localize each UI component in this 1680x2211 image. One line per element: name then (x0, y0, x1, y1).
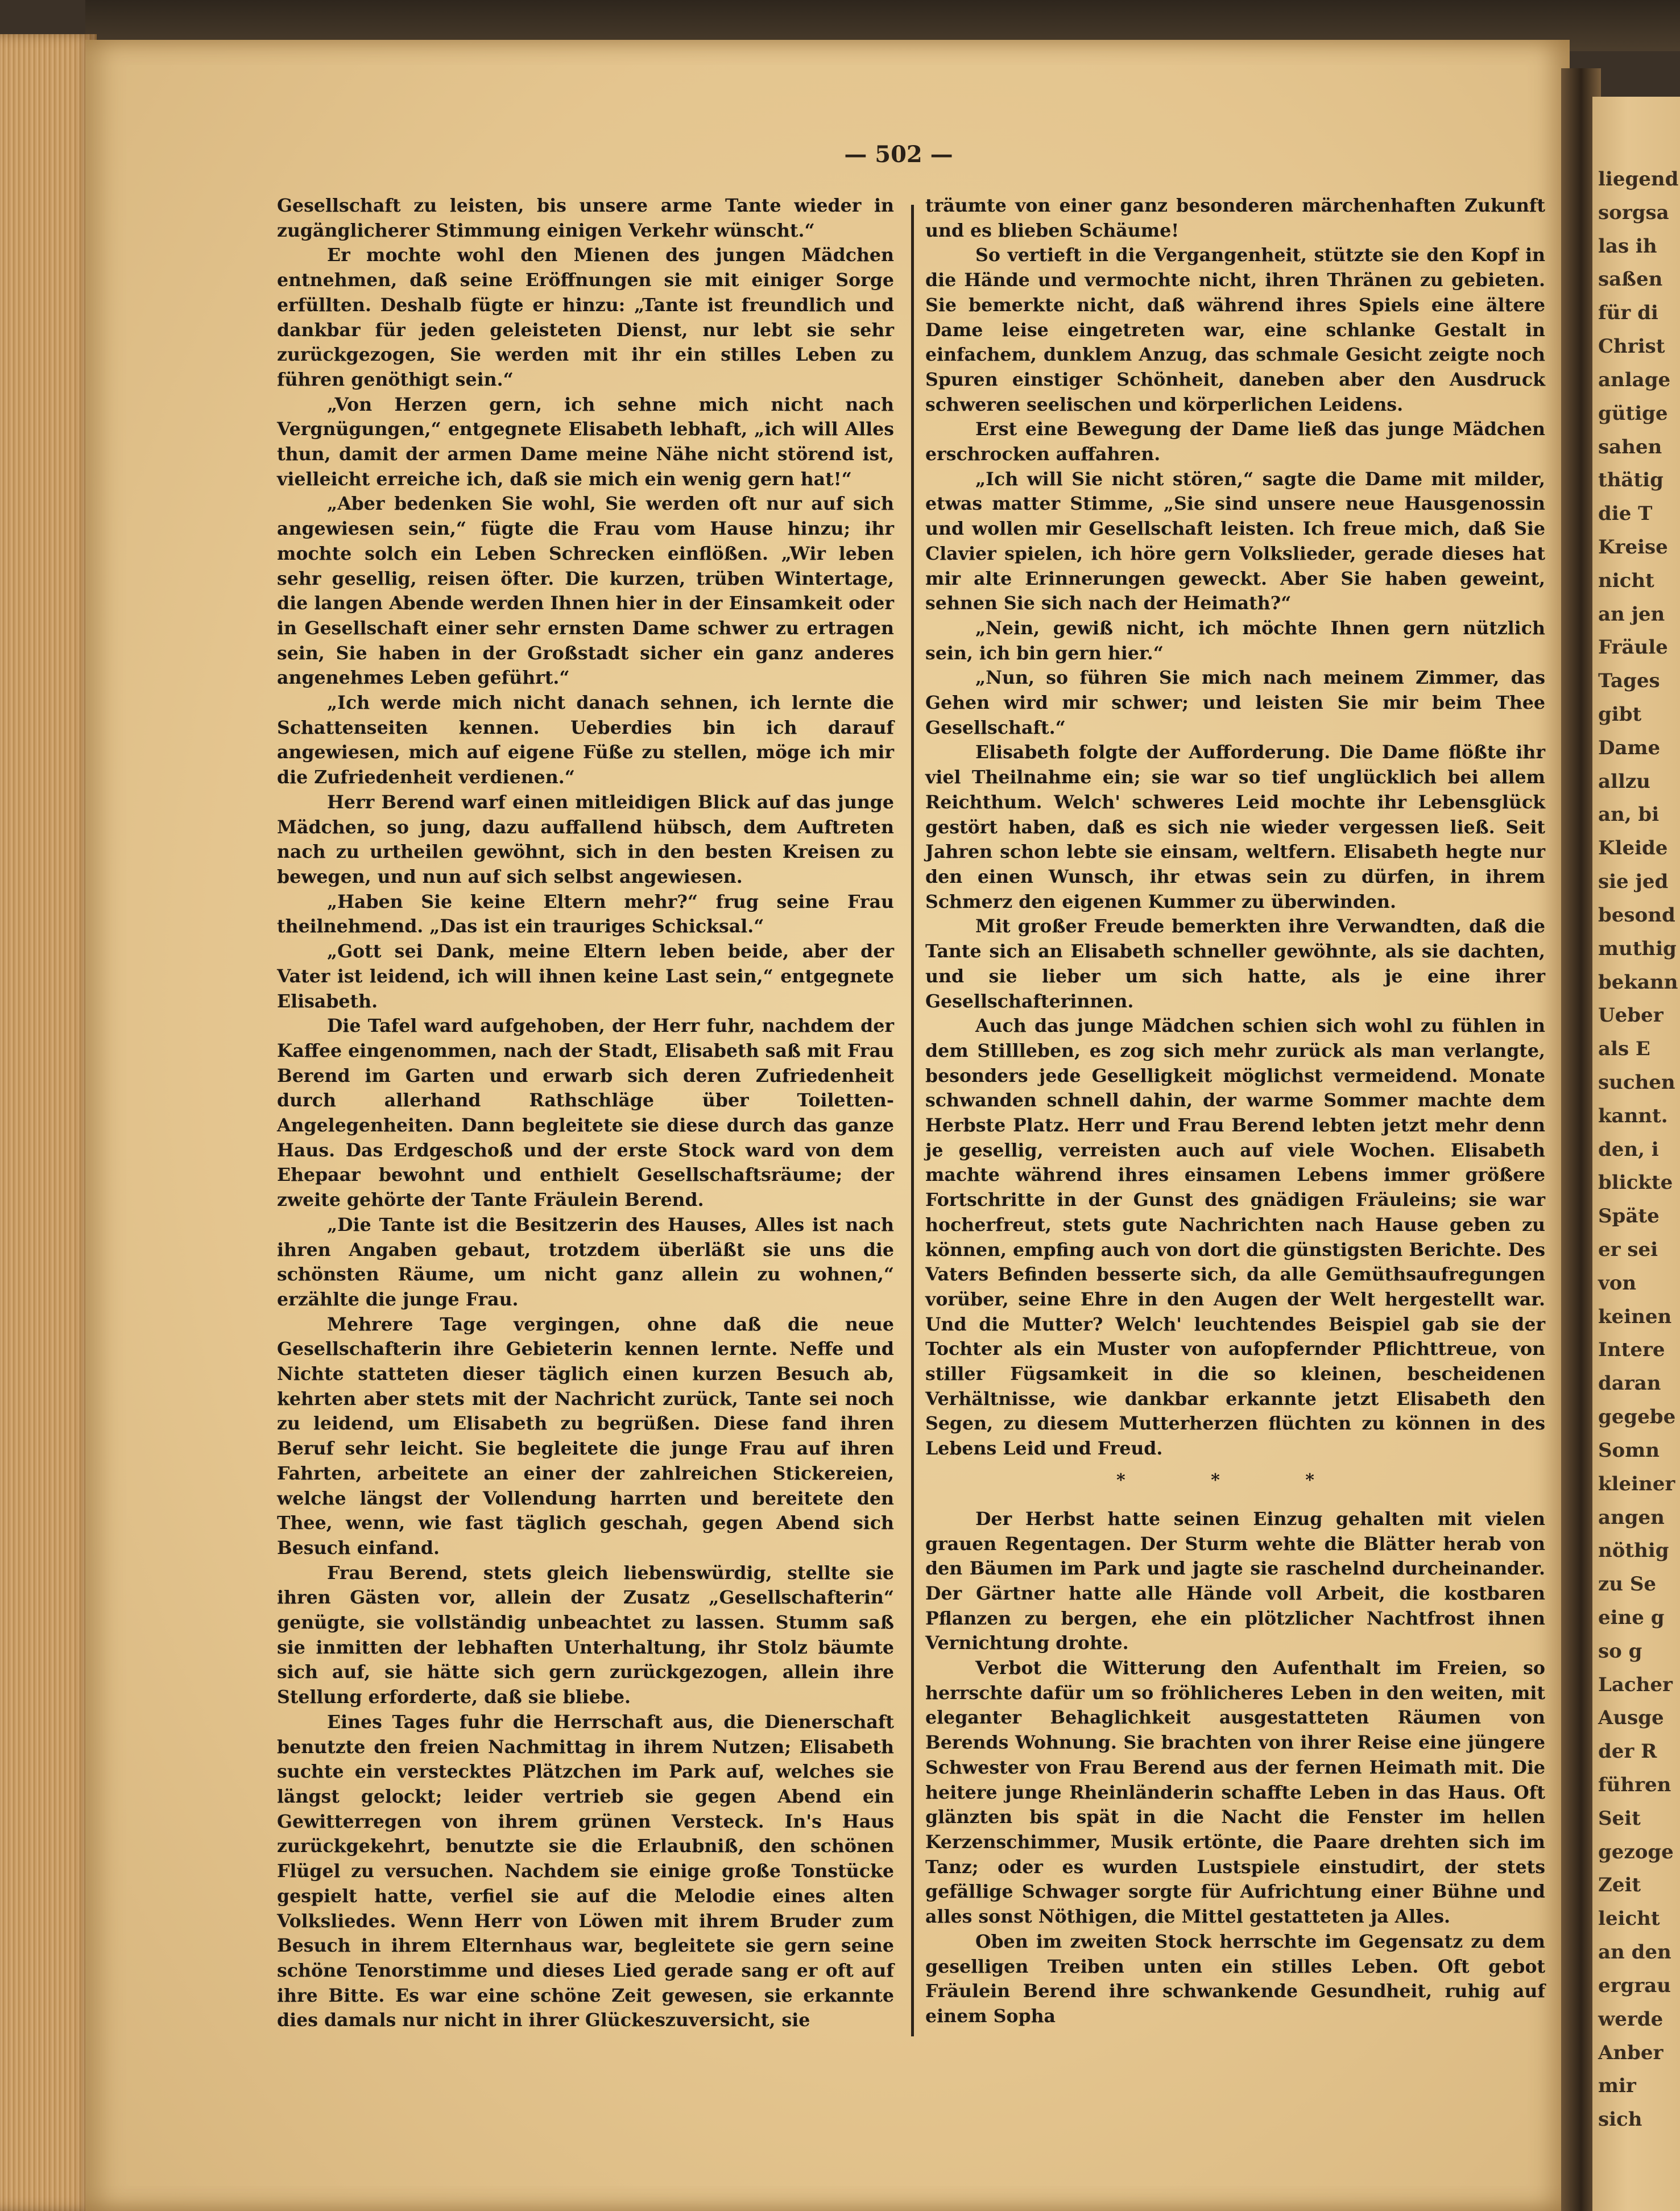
facing-page-word: liegend (1598, 168, 1679, 191)
facing-page-word: Ueber (1598, 1004, 1664, 1027)
paragraph: Herr Berend warf einen mitleidigen Blick auf das junge Mädchen, so jung, dazu auffallend hübsch, dem Auftreten nach zu urtheilen gewöhnt, sich in den besten Kreisen zu bewegen, und nun auf sich selbst angewiesen. (277, 791, 894, 887)
facing-page-word: als E (1598, 1038, 1650, 1061)
facing-page-word: zu Se (1598, 1573, 1657, 1596)
facing-page-word: gibt (1598, 703, 1642, 726)
facing-page-word: Tages (1598, 670, 1660, 693)
facing-page-word: eine g (1598, 1606, 1665, 1629)
facing-page-word: saßen (1598, 268, 1663, 291)
facing-page-word: Lacher (1598, 1673, 1673, 1696)
facing-page-word: nöthig (1598, 1539, 1669, 1563)
facing-page-word: angen (1598, 1506, 1665, 1529)
paragraph: „Von Herzen gern, ich sehne mich nicht nach Vergnügungen,“ entgegnete Elisabeth lebhaft, „ich will Alles thun, damit der armen Dame meine Nähe nicht störend ist, vielleicht erreiche ich, daß sie mich ein wenig gern hat!“ (277, 394, 894, 490)
paragraph: „Die Tante ist die Besitzerin des Hauses, Alles ist nach ihren Angaben gebaut, trotzdem überläßt sie uns die schönsten Räume, um nicht ganz allein zu wohnen,“ erzählte die junge Frau. (277, 1214, 894, 1310)
facing-page-word: an den (1598, 1941, 1671, 1964)
facing-page-word: sahen (1598, 435, 1662, 458)
paragraph: „Nein, gewiß nicht, ich möchte Ihnen gern nützlich sein, ich bin gern hier.“ (925, 617, 1545, 664)
text-column-left (277, 193, 894, 2033)
facing-page-word: blickte (1598, 1171, 1673, 1195)
facing-page-word: so g (1598, 1639, 1642, 1663)
paragraph: Er mochte wohl den Mienen des jungen Mädchen entnehmen, daß seine Eröffnungen sie mit einiger Sorge erfüllten. Deshalb fügte er hinzu: „Tante ist freundlich und dankbar für jeden geleisteten Dienst, nur lebt sie sehr zurückgezogen, Sie werden mit ihr ein stilles Leben zu führen genöthigt sein.“ (277, 245, 894, 390)
facing-page-word: von (1598, 1271, 1637, 1295)
paragraph: Erst eine Bewegung der Dame ließ das junge Mädchen erschrocken auffahren. (925, 419, 1545, 465)
facing-page-word: Späte (1598, 1205, 1660, 1228)
facing-page-word: keinen (1598, 1305, 1672, 1328)
paragraph: Frau Berend, stets gleich liebenswürdig, stellte sie ihren Gästen vor, allein der Zusatz „Gesellschafterin“ genügte, sie vollständig unbeachtet zu lassen. Stumm saß sie inmitten der lebhaften Unterhaltung, ihr Stolz bäumte sich auf, sie hätte sich gern zurückgezogen, allein ihre Stellung erforderte, daß sie bliebe. (277, 1562, 894, 1708)
facing-page-word: der R (1598, 1740, 1657, 1763)
facing-page-word: werde (1598, 2007, 1664, 2031)
book-page-edges (0, 34, 97, 2211)
paragraph: „Ich werde mich nicht danach sehnen, ich lernte die Schattenseiten kennen. Ueberdies bin ich darauf angewiesen, mich auf eigene Füße zu stellen, möge ich mir die Zufriedenheit verdienen.“ (277, 692, 894, 788)
facing-page-word: mir (1598, 2074, 1636, 2098)
facing-page-word: gezoge (1598, 1840, 1674, 1863)
facing-page-word: er sei (1598, 1238, 1658, 1262)
facing-page-word: gegebe (1598, 1406, 1676, 1429)
paragraph: So vertieft in die Vergangenheit, stützte sie den Kopf in die Hände und vermochte nicht, ihren Thränen zu gebieten. Sie bemerkte nicht, daß während ihres Spiels eine ältere Dame leise eingetreten war, eine schlanke Gestalt in einfachem, dunklem Anzug, das schmale Gesicht zeigte noch Spuren einstiger Schönheit, daneben aber den Ausdruck schweren seelischen und körperlichen Leidens. (925, 245, 1545, 415)
paragraph: Auch das junge Mädchen schien sich wohl zu fühlen in dem Stillleben, es zog sich mehr zurück als man verlangte, besonders jede Geselligkeit möglichst vermeidend. Monate schwanden schnell dahin, der warme Sommer machte dem Herbste Platz. Herr und Frau Berend lebten jetzt mehr denn je gesellig, verreisten auch auf viele Wochen. Elisabeth machte während ihres einsamen Lebens immer größere Fortschritte in der Gunst des gnädigen Fräuleins; sie war hocherfreut, stets gute Nachrichten nach Hause geben zu können, empfing auch von dort die günstigsten Berichte. Des Vaters Befinden besserte sich, da alle Gemüthsaufregungen vorüber, seine Ehre in den Augen der Welt hergestellt war. Und die Mutter? Welch' leuchtendes Beispiel gab sie der Tochter als ein Muster von aufopfernder Pflichttreue, von stiller Fügsamkeit in die so kleinen, bescheidenen Verhältnisse, wie dankbar erkannte jetzt Elisabeth den Segen, zu diesem Mutterherzen flüchten zu können in des Lebens Leid und Freud. (925, 1015, 1545, 1460)
facing-page-word: Zeit (1598, 1874, 1641, 1897)
facing-page-word: für di (1598, 301, 1658, 325)
facing-page-word: daran (1598, 1372, 1661, 1395)
facing-page-word: Somn (1598, 1439, 1660, 1462)
facing-page-word: Christ (1598, 335, 1665, 358)
facing-page-word: bekann (1598, 970, 1678, 994)
facing-page-word: las ih (1598, 234, 1657, 258)
facing-page-word: besond (1598, 903, 1675, 927)
facing-page-word: kleiner (1598, 1472, 1675, 1495)
paragraph: Gesellschaft zu leisten, bis unsere arme Tante wieder in zugänglicherer Stimmung einigen Verkehr wünscht.“ (277, 195, 894, 241)
facing-page-word: Dame (1598, 736, 1661, 759)
facing-page-fragment (1592, 97, 1680, 2211)
paragraph: „Haben Sie keine Eltern mehr?“ frug seine Frau theilnehmend. „Das ist ein trauriges Schicksal.“ (277, 891, 894, 937)
facing-page-word: an jen (1598, 602, 1665, 626)
paragraph: „Aber bedenken Sie wohl, Sie werden oft nur auf sich angewiesen sein,“ fügte die Frau vom Hause hinzu; ihr mochte solch ein Leben Schrecken einflößen. „Wir leben sehr gesellig, reisen öfter. Die kurzen, trüben Wintertage, die langen Abende werden Ihnen hier in der Einsamkeit oder in Gesellschaft einer sehr ernsten Dame schwer zu ertragen sein, Sie haben in der Großstadt sicher ein ganz anderes angenehmes Leben geführt.“ (277, 493, 894, 689)
facing-page-word: sie jed (1598, 870, 1669, 894)
paragraph: Mehrere Tage vergingen, ohne daß die neue Gesellschafterin ihre Gebieterin kennen lernte. Neffe und Nichte statteten dieser täglich einen kurzen Besuch ab, kehrten aber stets mit der Nachricht zurück, Tante sei noch zu leidend, um Elisabeth zu begrüßen. Diese fand ihren Beruf sehr leicht. Sie begleitete die junge Frau auf ihren Fahrten, arbeitete an einer der zahlreichen Stickereien, welche längst der Vollendung harrten und bereitete den Thee, wenn, wie fast täglich geschah, gegen Abend sich Besuch einfand. (277, 1313, 894, 1559)
text-column-right-part-2 (925, 1507, 1545, 2029)
facing-page-word: Anber (1598, 2041, 1664, 2064)
facing-page-word: nicht (1598, 569, 1654, 592)
facing-page-word: sorgsa (1598, 201, 1669, 224)
section-separator: * * * (1116, 1470, 1354, 1490)
column-rule (911, 205, 914, 2036)
facing-page-word: Ausge (1598, 1706, 1664, 1730)
text-column-right-part-1 (925, 193, 1545, 1461)
facing-page-word: Intere (1598, 1338, 1665, 1362)
page-number: — 502 — (844, 141, 953, 168)
facing-page-word: Kreise (1598, 535, 1668, 559)
facing-page-word: thätig (1598, 469, 1664, 492)
facing-page-word: den, i (1598, 1138, 1659, 1161)
paragraph: Eines Tages fuhr die Herrschaft aus, die Dienerschaft benutzte den freien Nachmittag in ihrem Nutzen; Elisabeth suchte ein verstecktes Plätzchen im Park auf, welches sie längst gelockt; leider vertrieb sie gegen Abend ein Gewitterregen von ihrem grünen Versteck. In's Haus zurückgekehrt, benutzte sie die Erlaubniß, den schönen Flügel zu versuchen. Nachdem sie einige große Tonstücke gespielt hatte, verfiel sie auf die Melodie eines alten Volksliedes. Wenn Herr von Löwen mit ihrem Bruder zum Besuch in ihrem Elternhaus war, begleitete sie gern seine schöne Tenorstimme und dieses Lied gerade sang er oft auf ihre Bitte. Es war eine schöne Zeit gewesen, sie erkannte dies damals nur nicht in ihrer Glückeszuversicht, sie (277, 1711, 894, 2031)
paragraph: Oben im zweiten Stock herrschte im Gegensatz zu dem geselligen Treiben unten ein stilles Leben. Oft gebot Fräulein Berend ihre schwankende Gesundheit, ruhig auf einem Sopha (925, 1931, 1545, 2027)
facing-page-word: Seit (1598, 1807, 1641, 1830)
facing-page-word: Fräule (1598, 636, 1668, 659)
paragraph: Verbot die Witterung den Aufenthalt im Freien, so herrschte dafür um so fröhlicheres Leben in den weiten, mit eleganter Behaglichkeit ausgestatteten Räumen von Berends Wohnung. Sie brachten von ihrer Reise eine jüngere Schwester von Frau Berend aus der fernen Heimath mit. Die heitere junge Rheinländerin schaffte Leben in das Haus. Oft glänzten bis spät in die Nacht die Fenster im hellen Kerzenschimmer, Musik ertönte, die Paare drehten sich im Tanz; oder es wurden Lustspiele einstudirt, der stets gefällige Schwager sorgte für Aufrichtung einer Bühne und alles sonst Nöthigen, die Mittel gestatteten ja Alles. (925, 1658, 1545, 1928)
facing-page-word: ergrau (1598, 1974, 1671, 1997)
facing-page-word: kannt. (1598, 1104, 1668, 1127)
paragraph: „Nun, so führen Sie mich nach meinem Zimmer, das Gehen wird mir schwer; und leisten Sie mir beim Thee Gesellschaft.“ (925, 667, 1545, 738)
paragraph: „Gott sei Dank, meine Eltern leben beide, aber der Vater ist leidend, ich will ihnen keine Last sein,“ entgegnete Elisabeth. (277, 941, 894, 1012)
paragraph: Elisabeth folgte der Aufforderung. Die Dame flößte ihr viel Theilnahme ein; sie war so tief unglücklich bei allem Reichthum. Welch' schweres Leid mochte ihr Lebensglück gestört haben, daß es sich nie wieder vergessen ließ. Seit Jahren schon lebte sie einsam, weltfern. Elisabeth hegte nur den einen Wunsch, ihr etwas sein zu dürfen, in ihrem Schmerz den eigenen Kummer zu überwinden. (925, 742, 1545, 912)
facing-page-word: sich (1598, 2108, 1642, 2131)
facing-page-word: anlage (1598, 368, 1671, 391)
paragraph: Die Tafel ward aufgehoben, der Herr fuhr, nachdem der Kaffee eingenommen, nach der Stadt, Elisabeth saß mit Frau Berend im Garten und erwarb sich deren Zufriedenheit durch allerhand Rathschläge über Toiletten-Angelegenheiten. Dann begleitete sie diese durch das ganze Haus. Das Erdgeschoß und der erste Stock ward von dem Ehepaar bewohnt und enthielt Gesellschaftsräume; der zweite gehörte der Tante Fräulein Berend. (277, 1015, 894, 1211)
facing-page-word: allzu (1598, 770, 1650, 793)
facing-page-word: muthig (1598, 937, 1677, 960)
facing-page-word: Kleide (1598, 837, 1668, 860)
paragraph: Mit großer Freude bemerkten ihre Verwandten, daß die Tante sich an Elisabeth schneller gewöhnte, als sie dachten, und sie lieber um sich hatte, als je eine ihrer Gesellschafterinnen. (925, 916, 1545, 1012)
facing-page-word: führen (1598, 1774, 1671, 1797)
facing-page-word: die T (1598, 502, 1653, 526)
paragraph: Der Herbst hatte seinen Einzug gehalten mit vielen grauen Regentagen. Der Sturm wehte die Blätter herab von den Bäumen im Park und jagte sie raschelnd durcheinander. Der Gärtner hatte alle Hände voll Arbeit, die kostbaren Pflanzen zu bergen, ehe ein plötzlicher Nachtfrost ihnen Vernichtung drohte. (925, 1508, 1545, 1654)
text-column-right (925, 193, 1545, 2029)
paragraph: „Ich will Sie nicht stören,“ sagte die Dame mit milder, etwas matter Stimme, „Sie sind unsere neue Hausgenossin und wollen mir Gesellschaft leisten. Ich freue mich, daß Sie Clavier spielen, ich höre gern Volkslieder, gerade dieses hat mir alte Erinnerungen geweckt. Aber Sie haben geweint, sehnen Sie sich nach der Heimath?“ (925, 468, 1545, 614)
facing-page-word: suchen (1598, 1071, 1675, 1094)
facing-page-word: leicht (1598, 1907, 1660, 1931)
facing-page-word: gütige (1598, 402, 1668, 425)
facing-page-word: an, bi (1598, 803, 1660, 826)
paragraph: träumte von einer ganz besonderen märchenhaften Zukunft und es blieben Schäume! (925, 195, 1545, 241)
